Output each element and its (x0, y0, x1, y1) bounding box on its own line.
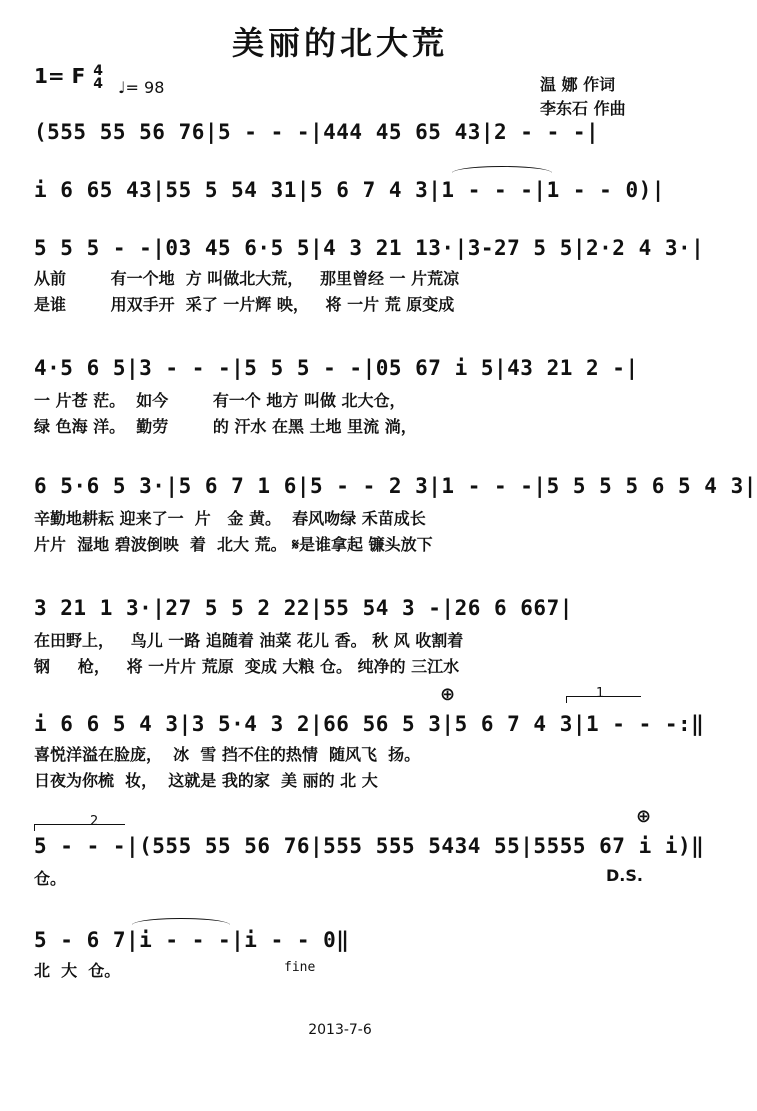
second-ending-number: 2 (90, 814, 99, 829)
score-row-7: i 6 6 5 4 3|3 5·4 3 2|66 56 5 3|5 6 7 4 3|1 - - -:‖ (34, 712, 705, 736)
score-row-3: 5 5 5 - -|03 45 6·5 5|4 3 21 13·|3-27 5 5|2·2 4 3·| (34, 236, 705, 260)
score-row-6: 3 21 1 3·|27 5 5 2 22|55 54 3 -|26 6 667| (34, 596, 573, 620)
tie-mark-2 (132, 918, 230, 925)
dal-segno-marking: D.S. (606, 866, 643, 885)
coda-sign-icon: ⊕ (440, 684, 456, 705)
date-stamp: 2013-7-6 (308, 1022, 372, 1038)
time-sig-top: 4 (93, 62, 104, 79)
lyrics-row-4-verse-1: 一 片苍 茫。 如今 有一个 地方 叫做 北大仓， (34, 391, 406, 410)
tempo-marking: ♩= 98 (118, 78, 165, 97)
score-row-8: 5 - - -|(555 55 56 76|555 555 5434 55|5555 67 i i)‖ (34, 834, 705, 858)
lyrics-row-6-verse-2: 钢 枪， 将 一片片 荒原 变成 大粮 仓。 纯净的 三江水 (34, 657, 460, 676)
composer-credit: 李东石 作曲 (540, 99, 626, 118)
first-ending-number: 1 (596, 686, 605, 701)
second-ending-bracket (34, 824, 125, 831)
lyrics-row-5-verse-2: 片片 湿地 碧波倒映 着 北大 荒。 𝄋是谁拿起 镰头放下 (34, 535, 433, 554)
lyrics-row-5-verse-1: 辛勤地耕耘 迎来了一 片 金 黄。 春风吻绿 禾苗成长 (34, 509, 426, 528)
tie-mark (452, 166, 552, 173)
score-row-5: 6 5·6 5 3·|5 6 7 1 6|5 - - 2 3|1 - - -|5 5 5 5 6 5 4 3| (34, 474, 757, 498)
key-signature (34, 64, 103, 91)
lyrics-row-3-verse-1: 从前 有一个地 方 叫做北大荒， 那里曾经 一 片荒凉 (34, 269, 460, 288)
coda-sign-icon-2: ⊕ (636, 806, 652, 827)
score-row-9: 5 - 6 7|i - - -|i - - 0‖ (34, 928, 350, 952)
lyrics-row-7-verse-2: 日夜为你梳 妆， 这就是 我的家 美 丽的 北 大 (34, 771, 378, 790)
lyrics-row-9: 北 大 仓。 (34, 961, 121, 980)
lyrics-row-6-verse-1: 在田野上， 鸟儿 一路 追随着 油菜 花儿 香。 秋 风 收割着 (34, 631, 464, 650)
time-sig-bottom: 4 (93, 75, 104, 92)
lyrics-row-8-verse-1: 仓。 (34, 869, 67, 888)
fine-marking: fine (284, 960, 316, 975)
song-title: 美丽的北大荒 (231, 24, 448, 62)
key-label: 1= F (34, 64, 86, 88)
score-row-2: i 6 65 43|55 5 54 31|5 6 7 4 3|1 - - -|1 - - 0)| (34, 178, 665, 202)
lyricist-credit: 温 娜 作词 (540, 75, 616, 94)
lyrics-row-4-verse-2: 绿 色海 洋。 勤劳 的 汗水 在黑 土地 里流 淌， (34, 417, 417, 436)
score-row-1: (555 55 56 76|5 - - -|444 45 65 43|2 - - -| (34, 120, 600, 144)
score-row-4: 4·5 6 5|3 - - -|5 5 5 - -|05 67 i 5|43 21 2 -| (34, 356, 639, 380)
lyrics-row-7-verse-1: 喜悦洋溢在脸庞， 冰 雪 挡不住的热情 随风飞 扬。 (34, 745, 421, 764)
lyrics-row-3-verse-2: 是谁 用双手开 采了 一片辉 映， 将 一片 荒 原变成 (34, 295, 455, 314)
